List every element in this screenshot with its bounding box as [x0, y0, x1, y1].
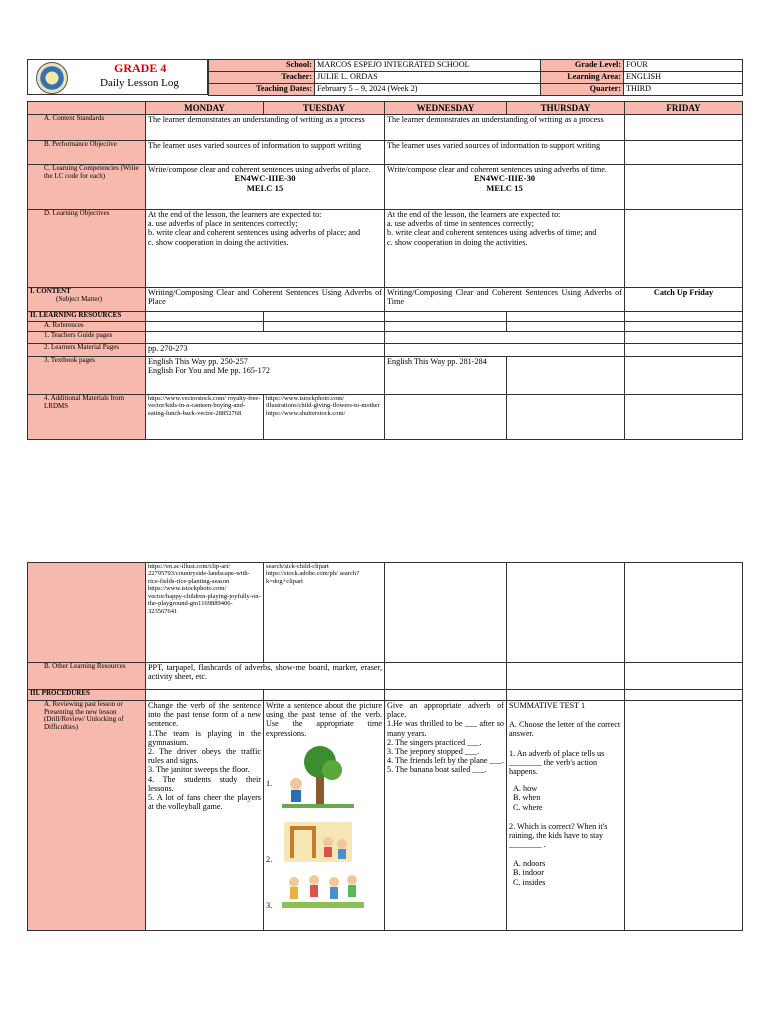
content-standards-wt: The learner demonstrates an understanding of writing as a process	[385, 115, 625, 141]
cell	[264, 690, 385, 701]
review-wed-line: 4. The friends left by the plane ___.	[387, 756, 504, 766]
textbook-line: English For You and Me pp. 165-172	[148, 366, 270, 376]
content-label	[28, 288, 146, 312]
school-label: School:	[209, 60, 315, 72]
log-title: Daily Lesson Log	[100, 77, 179, 89]
cell	[507, 312, 625, 322]
summative-question-1: 1. An adverb of place tells us ________ the verb's action happens.	[509, 748, 605, 776]
objectives-wt-line: b. write clear and coherent sentences using adverbs of time; and	[387, 228, 597, 238]
cell	[385, 312, 507, 322]
review-thursday	[507, 701, 625, 931]
picture-number: 1.	[266, 778, 273, 788]
competencies-fri	[625, 165, 743, 210]
quarter-value: THIRD	[624, 84, 743, 96]
child-planting-tree-image	[282, 744, 354, 810]
competencies-mt-melc: MELC 15	[246, 182, 284, 193]
cell	[507, 357, 625, 395]
review-wed-line: 3. The jeepney stopped ___.	[387, 746, 480, 756]
cell	[625, 312, 743, 322]
children-playground-image	[282, 814, 354, 866]
learning-objectives-label: D. Learning Objectives	[28, 210, 146, 288]
review-wed-line: 5. The banana boat sailed ___.	[387, 765, 487, 775]
objectives-mt-line: a. use adverbs of place in sentences correctly;	[148, 219, 298, 229]
content-friday: Catch Up Friday	[625, 288, 743, 312]
quarter-label: Quarter:	[541, 84, 624, 96]
review-mon-line: 1.The team is playing in the gymnasium.	[148, 728, 261, 747]
grade-level-value: FOUR	[624, 60, 743, 72]
summative-instruction: A. Choose the letter of the correct answer.	[509, 720, 621, 739]
deped-seal-icon	[36, 62, 68, 94]
cell	[146, 690, 264, 701]
picture-number: 3.	[266, 900, 273, 910]
review-friday	[625, 701, 743, 931]
school-value: MARCOS ESPEJO INTEGRATED SCHOOL	[315, 60, 541, 72]
objectives-mt-line: c. show cooperation in doing the activities.	[148, 237, 289, 247]
textbook-line: English This Way pp. 250-257	[148, 357, 248, 366]
cell	[28, 563, 146, 663]
additional-tue: https://www.istockphoto.com/ illustrations/child-giving-flowers-to-mother https://www.shutterstock.com/	[264, 395, 385, 440]
cell	[385, 690, 507, 701]
review-mon-line: 2. The driver obeys the traffic rules and signs.	[148, 746, 261, 766]
cell	[625, 357, 743, 395]
dates-value: February 5 – 9, 2024 (Week 2)	[315, 84, 541, 96]
lm-pages-mt: pp. 270-273	[146, 344, 385, 357]
content-subheading: (Subject Matter)	[56, 294, 103, 303]
competencies-mt-text: Write/compose clear and coherent sentences using adverbs of place.	[148, 165, 371, 174]
learning-objectives-fri	[625, 210, 743, 288]
cell	[625, 690, 743, 701]
objectives-wt-line: a. use adverbs of time in sentences correctly;	[387, 219, 534, 229]
content-wt: Writing/Composing Clear and Coherent Sentences Using Adverbs of Time	[385, 288, 625, 312]
cell	[385, 332, 625, 344]
cell	[264, 312, 385, 322]
cell	[507, 322, 625, 332]
other-resources-mt: PPT, tarpapel, flashcards of adverbs, show-me board, marker, eraser, activity sheet, etc.	[146, 663, 385, 690]
review-wed-line: 1.He was thrilled to be ___ after so many years.	[387, 719, 504, 738]
day-monday: MONDAY	[146, 102, 264, 115]
additional-mon-cont: https://en.ac-illust.com/clip-art/ 22795793/countryside-landscape-with-rice-fields-rice-planting-season https://www.istockphoto.com/ vector/happy-children-playing-joyfully-on-the-playground-gm1169889406-323567641	[146, 563, 264, 663]
lesson-log-table-page2	[27, 562, 743, 931]
cell	[264, 322, 385, 332]
cell	[507, 663, 625, 690]
performance-fri	[625, 141, 743, 165]
learning-objectives-mt	[146, 210, 385, 288]
performance-mt: The learner uses varied sources of information to support writing	[146, 141, 385, 165]
header-info-table	[208, 59, 743, 96]
learning-objectives-wt	[385, 210, 625, 288]
content-standards-label: A. Content Standards	[28, 115, 146, 141]
review-mon-line: 3. The janitor sweeps the floor.	[148, 765, 250, 775]
performance-label: B. Performance Objective	[28, 141, 146, 165]
content-mt: Writing/Composing Clear and Coherent Sentences Using Adverbs of Place	[146, 288, 385, 312]
cell	[146, 322, 264, 332]
review-mon-line: Change the verb of the sentence into the past tense form of a new sentence.	[148, 701, 261, 729]
picture-item-2	[266, 814, 382, 864]
reviewing-label: A. Reviewing past lesson or Presenting the new lesson (Drill/Review/ Unlocking of Difficulties)	[28, 701, 146, 931]
competencies-wt-text: Write/compose clear and coherent sentences using adverbs of time.	[387, 165, 607, 174]
teacher-label: Teacher:	[209, 72, 315, 84]
review-wednesday	[385, 701, 507, 931]
review-mon-line: 5. A lot of fans cheer the players at the volleyball game.	[148, 792, 261, 812]
picture-item-3	[266, 870, 382, 910]
review-wed-line: Give an appropriate adverb of place.	[387, 701, 504, 720]
summative-choice: B. when	[513, 793, 541, 803]
review-monday	[146, 701, 264, 931]
grade-title: GRADE 4	[114, 61, 167, 75]
day-thursday: THURSDAY	[507, 102, 625, 115]
picture-number: 2.	[266, 854, 273, 864]
performance-wt: The learner uses varied sources of information to support writing	[385, 141, 625, 165]
learning-area-label: Learning Area:	[541, 72, 624, 84]
summative-choice: B. indoor	[513, 868, 544, 878]
additional-mon: https://www.vectorstock.com/ royalty-free-vector/kids-in-a-canteen-buying-and-eating-lunch-back-vector-28852768	[146, 395, 264, 440]
additional-materials-label: 4. Additional Materials from LRDMS	[28, 395, 146, 440]
dates-label: Teaching Dates:	[209, 84, 315, 96]
cell	[507, 395, 625, 440]
teacher-value: JULIE L. ORDAS	[315, 72, 541, 84]
textbook-label: 3. Textbook pages	[28, 357, 146, 395]
cell	[625, 332, 743, 344]
other-resources-label: B. Other Learning Resources	[28, 663, 146, 690]
additional-tue-cont: search/sick-child-clipart https://stock.adobe.com/ph/ search?k=dog+clipart	[264, 563, 385, 663]
review-wed-line: 2. The singers practiced ___.	[387, 737, 482, 747]
cell	[625, 663, 743, 690]
textbook-mt	[146, 357, 385, 395]
day-wednesday: WEDNESDAY	[385, 102, 507, 115]
lesson-log-table	[27, 101, 743, 440]
lm-pages-label: 2. Learners Material Pages	[28, 344, 146, 357]
cell	[507, 690, 625, 701]
review-tuesday	[264, 701, 385, 931]
cell	[507, 563, 625, 663]
review-tue-instructions: Write a sentence about the picture using the past tense of the verb. Use the appropriate time expressions.	[266, 701, 382, 738]
cell	[146, 312, 264, 322]
cell	[385, 322, 507, 332]
cell	[385, 344, 625, 357]
cell	[625, 322, 743, 332]
content-standards-mt: The learner demonstrates an understanding of writing as a process	[146, 115, 385, 141]
cell	[625, 563, 743, 663]
cell	[385, 563, 507, 663]
cell	[625, 395, 743, 440]
objectives-wt-line: At the end of the lesson, the learners are expected to:	[387, 210, 561, 219]
summative-choice: C. insides	[513, 877, 546, 887]
content-standards-fri	[625, 115, 743, 141]
cell	[146, 332, 385, 344]
competencies-wt-code: EN4WC-IIIE-30	[473, 173, 536, 184]
grade-level-label: Grade Level:	[541, 60, 624, 72]
competencies-wt-melc: MELC 15	[486, 182, 523, 193]
picture-item-1	[266, 744, 382, 788]
competencies-label: C. Learning Competencies (Write the LC code for each)	[28, 165, 146, 210]
cell	[385, 663, 507, 690]
references-label: A. References	[28, 322, 146, 332]
logo-title-block	[27, 59, 208, 95]
summative-title: SUMMATIVE TEST 1	[509, 701, 586, 710]
tg-pages-label: 1. Teachers Guide pages	[28, 332, 146, 344]
objectives-wt-line: c. show cooperation in doing the activities.	[387, 237, 528, 247]
learning-area-value: ENGLISH	[624, 72, 743, 84]
summative-choice: A. ndoors	[513, 859, 546, 869]
corner-cell	[28, 102, 146, 115]
competencies-wt	[385, 165, 625, 210]
cell	[625, 344, 743, 357]
competencies-mt	[146, 165, 385, 210]
content-heading: I. CONTENT	[30, 287, 71, 295]
competencies-mt-code: EN4WC-IIIE-30	[234, 173, 296, 184]
children-playing-image	[282, 870, 364, 910]
summative-question-2: 2. Which is correct? When it's raining, the kids have to stay ________ .	[509, 821, 608, 850]
day-tuesday: TUESDAY	[264, 102, 385, 115]
day-friday: FRIDAY	[625, 102, 743, 115]
summative-choice: C. where	[513, 802, 543, 812]
procedures-label: III. PROCEDURES	[28, 690, 146, 701]
resources-label: II. LEARNING RESOURCES	[28, 312, 146, 322]
review-mon-line: 4. The students study their lessons.	[148, 774, 261, 793]
summative-choice: A. how	[513, 784, 538, 794]
objectives-mt-line: At the end of the lesson, the learners are expected to:	[148, 210, 322, 219]
objectives-mt-line: b. write clear and coherent sentences using adverbs of place; and	[148, 228, 361, 238]
cell	[385, 395, 507, 440]
textbook-wed: English This Way pp. 281-284	[385, 357, 507, 395]
